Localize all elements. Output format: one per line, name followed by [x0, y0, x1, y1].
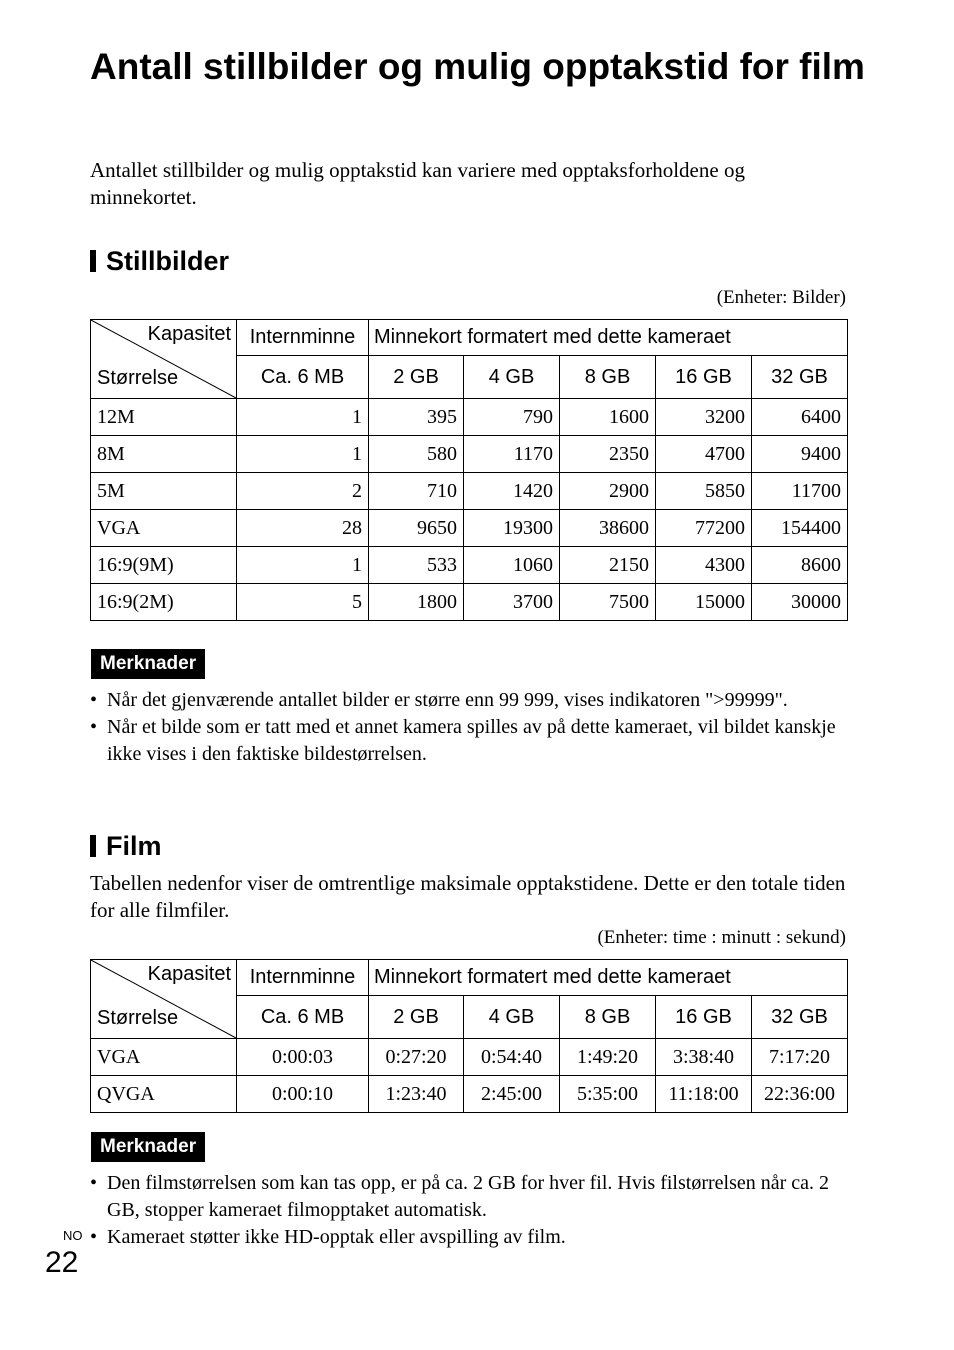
header-col: 4 GB — [464, 356, 560, 399]
header-col: 32 GB — [752, 996, 848, 1039]
table-cell: 6400 — [752, 399, 848, 436]
table-cell: 4700 — [656, 436, 752, 473]
table-cell: 3200 — [656, 399, 752, 436]
table-cell: 2900 — [560, 473, 656, 510]
table-cell: 533 — [369, 547, 464, 584]
table-cell: 28 — [237, 510, 369, 547]
still-units: (Enheter: Bilder) — [716, 287, 846, 308]
row-label: 12M — [91, 399, 237, 436]
table-cell: 7:17:20 — [752, 1039, 848, 1076]
section-heading-film-label: Film — [106, 831, 162, 861]
table-cell: 0:00:03 — [237, 1039, 369, 1076]
table-cell: 9650 — [369, 510, 464, 547]
film-units: (Enheter: time : minutt : sekund) — [597, 927, 846, 948]
table-cell: 0:27:20 — [369, 1039, 464, 1076]
table-cell: 395 — [369, 399, 464, 436]
table-cell: 30000 — [752, 584, 848, 621]
page-number: 22 — [45, 1246, 79, 1279]
header-col: 8 GB — [560, 356, 656, 399]
row-label: 8M — [91, 436, 237, 473]
table-cell: 0:54:40 — [464, 1039, 560, 1076]
table-row — [91, 584, 848, 621]
table-cell: 22:36:00 — [752, 1076, 848, 1113]
table-cell: 790 — [464, 399, 560, 436]
header-col: 2 GB — [369, 996, 464, 1039]
list-item: • Kameraet støtter ikke HD-opptak eller avspilling av film. — [90, 1224, 850, 1251]
table-cell: 1 — [237, 547, 369, 584]
row-label: QVGA — [91, 1076, 237, 1113]
header-memcard: Minnekort formatert med dette kameraet — [369, 320, 848, 356]
table-cell: 5850 — [656, 473, 752, 510]
table-cell: 11700 — [752, 473, 848, 510]
notes-list-film — [90, 1170, 850, 1251]
table-cell: 154400 — [752, 510, 848, 547]
row-label: 16:9(2M) — [91, 584, 237, 621]
table-row — [91, 399, 848, 436]
table-cell: 1170 — [464, 436, 560, 473]
header-size: Størrelse — [97, 367, 179, 389]
table-cell: 11:18:00 — [656, 1076, 752, 1113]
table-row — [91, 1076, 848, 1113]
row-label: 5M — [91, 473, 237, 510]
list-item: • Når det gjenværende antallet bilder er større enn 99 999, vises indikatoren ">99999". — [90, 687, 850, 714]
header-col: 16 GB — [656, 356, 752, 399]
section-heading-film — [90, 831, 162, 861]
film-table — [90, 959, 848, 1113]
notes-list-still — [90, 687, 850, 768]
table-cell: 3700 — [464, 584, 560, 621]
table-cell: 2 — [237, 473, 369, 510]
table-cell: 4300 — [656, 547, 752, 584]
section-heading-still-label: Stillbilder — [106, 246, 230, 276]
table-cell: 7500 — [560, 584, 656, 621]
header-col: 32 GB — [752, 356, 848, 399]
header-size: Størrelse — [97, 1007, 179, 1029]
table-cell: 580 — [369, 436, 464, 473]
table-cell: 1800 — [369, 584, 464, 621]
language-code: NO — [63, 1228, 83, 1243]
table-row — [91, 547, 848, 584]
still-diagonal-header — [91, 320, 237, 399]
header-col: Ca. 6 MB — [237, 996, 369, 1039]
table-cell: 2:45:00 — [464, 1076, 560, 1113]
table-cell: 3:38:40 — [656, 1039, 752, 1076]
table-cell: 1 — [237, 436, 369, 473]
header-col: 16 GB — [656, 996, 752, 1039]
notes-badge-still: Merknader — [91, 649, 205, 679]
table-cell: 5:35:00 — [560, 1076, 656, 1113]
header-col: 8 GB — [560, 996, 656, 1039]
table-cell: 1:23:40 — [369, 1076, 464, 1113]
table-cell: 710 — [369, 473, 464, 510]
header-col: 4 GB — [464, 996, 560, 1039]
notes-badge-film: Merknader — [91, 1132, 205, 1162]
table-cell: 77200 — [656, 510, 752, 547]
section-marker-icon — [90, 250, 99, 272]
row-label: 16:9(9M) — [91, 547, 237, 584]
table-cell: 5 — [237, 584, 369, 621]
table-cell: 2150 — [560, 547, 656, 584]
row-label: VGA — [91, 1039, 237, 1076]
header-memcard: Minnekort formatert med dette kameraet — [369, 960, 848, 996]
table-cell: 1 — [237, 399, 369, 436]
header-capacity: Kapasitet — [147, 963, 231, 985]
table-cell: 9400 — [752, 436, 848, 473]
table-cell: 1420 — [464, 473, 560, 510]
list-item: • Den filmstørrelsen som kan tas opp, er på ca. 2 GB for hver fil. Hvis filstørrelsen når ca. 2 GB, stopper kameraet filmopptaket automatisk. — [90, 1170, 850, 1224]
table-cell: 19300 — [464, 510, 560, 547]
list-item: • Når et bilde som er tatt med et annet kamera spilles av på dette kameraet, vil bildet kanskje ikke vises i den faktiske bildestørrelsen. — [90, 714, 850, 768]
header-internal: Internminne — [237, 960, 369, 996]
header-capacity: Kapasitet — [147, 323, 231, 345]
section-heading-still — [90, 246, 229, 276]
film-intro-text: Tabellen nedenfor viser de omtrentlige maksimale opptakstidene. Dette er den totale tiden for alle filmfiler. — [90, 871, 846, 922]
table-cell: 1:49:20 — [560, 1039, 656, 1076]
header-col: Ca. 6 MB — [237, 356, 369, 399]
table-row — [91, 436, 848, 473]
still-table — [90, 319, 848, 621]
section-marker-icon — [90, 835, 99, 857]
row-label: VGA — [91, 510, 237, 547]
table-cell: 15000 — [656, 584, 752, 621]
table-row — [91, 473, 848, 510]
table-cell: 1060 — [464, 547, 560, 584]
film-diagonal-header — [91, 960, 237, 1039]
page-title: Antall stillbilder og mulig opptakstid for film — [90, 46, 865, 87]
table-row — [91, 510, 848, 547]
table-cell: 0:00:10 — [237, 1076, 369, 1113]
table-row — [91, 1039, 848, 1076]
table-cell: 38600 — [560, 510, 656, 547]
header-internal: Internminne — [237, 320, 369, 356]
header-col: 2 GB — [369, 356, 464, 399]
table-cell: 1600 — [560, 399, 656, 436]
table-cell: 8600 — [752, 547, 848, 584]
intro-text: Antallet stillbilder og mulig opptakstid kan variere med opptaksforholdene og minnekortet. — [90, 158, 745, 209]
table-cell: 2350 — [560, 436, 656, 473]
